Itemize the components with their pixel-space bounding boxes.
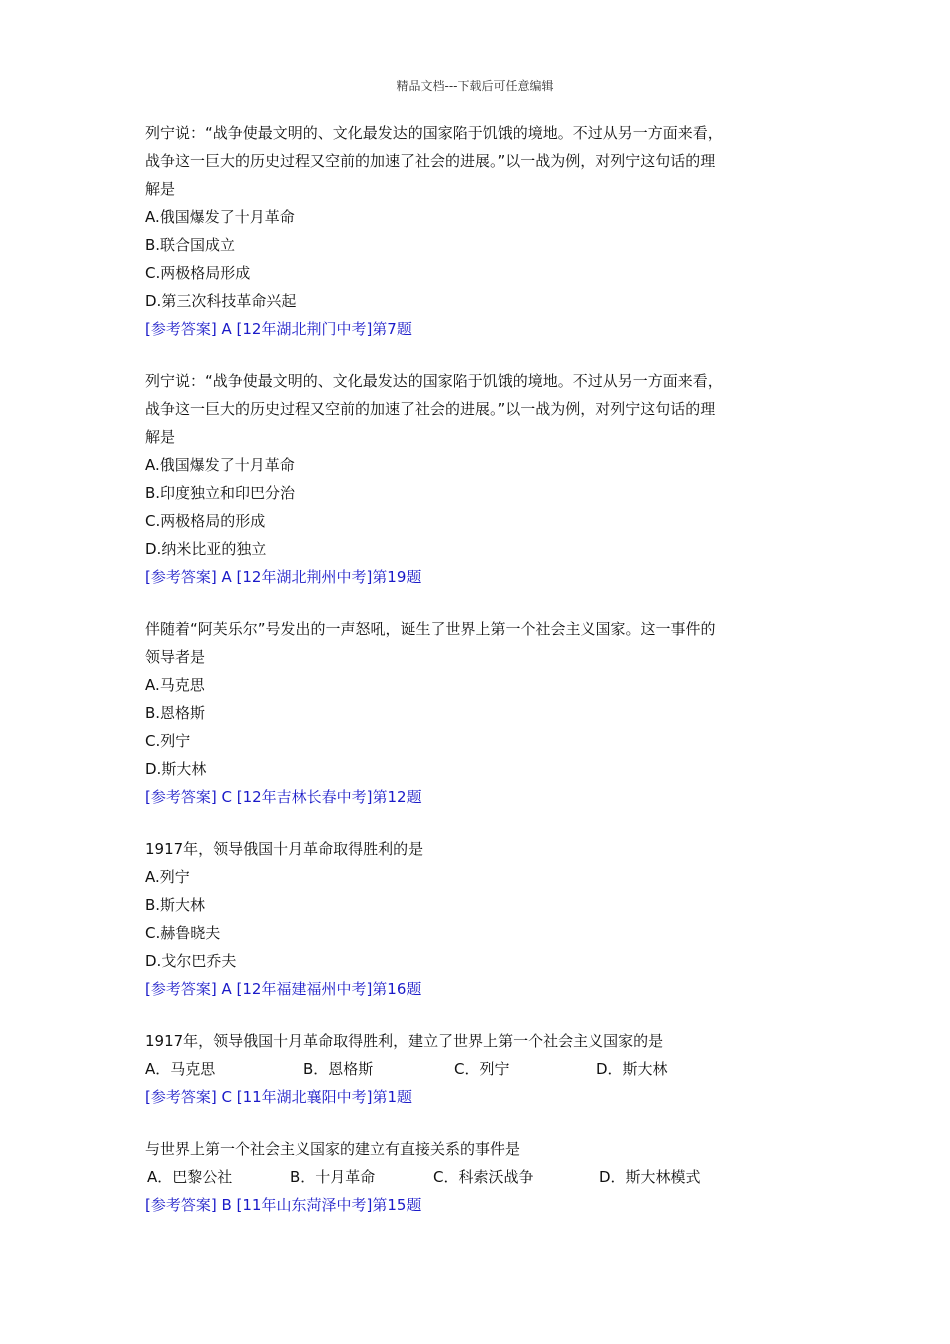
question-text: 列宁说：“战争使最文明的、文化最发达的国家陷于饥饿的境地。不过从另一方面来看， xyxy=(145,124,723,142)
option-a: A.俄国爆发了十月革命 xyxy=(145,456,295,474)
page-header: 精品文档---下载后可任意编辑 xyxy=(396,79,554,93)
option-b: B.印度独立和印巴分治 xyxy=(145,484,296,502)
option-a: A.马克思 xyxy=(145,676,205,694)
option-c: C．科索沃战争 xyxy=(433,1168,534,1186)
option-c: C.列宁 xyxy=(145,732,191,750)
reference-answer: [参考答案] A [12年湖北荆门中考]第7题 xyxy=(145,320,412,338)
question-3 xyxy=(145,615,815,811)
option-d: D.戈尔巴乔夫 xyxy=(145,952,237,970)
question-text: 1917年，领导俄国十月革命取得胜利，建立了世界上第一个社会主义国家的是 xyxy=(145,1032,664,1050)
question-4 xyxy=(145,835,815,1003)
question-2 xyxy=(145,367,815,591)
question-text: 与世界上第一个社会主义国家的建立有直接关系的事件是 xyxy=(145,1140,521,1158)
question-text: 伴随着“阿芙乐尔”号发出的一声怒吼，诞生了世界上第一个社会主义国家。这一事件的 xyxy=(145,620,716,638)
option-a: A.俄国爆发了十月革命 xyxy=(145,208,295,226)
option-b: B.恩格斯 xyxy=(145,704,206,722)
question-text: 战争这一巨大的历史过程又空前的加速了社会的进展。”以一战为例，对列宁这句话的理 xyxy=(145,152,716,170)
option-b: B．恩格斯 xyxy=(303,1060,374,1078)
question-list xyxy=(145,119,815,1243)
option-a: A.列宁 xyxy=(145,868,190,886)
question-1 xyxy=(145,119,815,343)
reference-answer: [参考答案] C [11年湖北襄阳中考]第1题 xyxy=(145,1088,413,1106)
option-d: D．斯大林 xyxy=(596,1060,668,1078)
options-row xyxy=(145,1163,815,1191)
question-text: 解是 xyxy=(145,428,176,446)
option-b: B.联合国成立 xyxy=(145,236,236,254)
option-a: A．巴黎公社 xyxy=(147,1168,233,1186)
option-d: D.斯大林 xyxy=(145,760,207,778)
option-c: C.两极格局的形成 xyxy=(145,512,266,530)
question-text: 解是 xyxy=(145,180,176,198)
question-6 xyxy=(145,1135,815,1219)
option-c: C.两极格局形成 xyxy=(145,264,251,282)
option-b: B．十月革命 xyxy=(290,1168,376,1186)
reference-answer: [参考答案] C [12年吉林长春中考]第12题 xyxy=(145,788,422,806)
question-text: 1917年，领导俄国十月革命取得胜利的是 xyxy=(145,840,424,858)
question-5 xyxy=(145,1027,815,1111)
option-d: D.第三次科技革命兴起 xyxy=(145,292,297,310)
option-a: A．马克思 xyxy=(145,1060,216,1078)
reference-answer: [参考答案] B [11年山东菏泽中考]第15题 xyxy=(145,1196,422,1214)
question-text: 领导者是 xyxy=(145,648,206,666)
option-d: D．斯大林模式 xyxy=(599,1168,701,1186)
options-row xyxy=(145,1055,815,1083)
reference-answer: [参考答案] A [12年湖北荆州中考]第19题 xyxy=(145,568,422,586)
option-c: C．列宁 xyxy=(454,1060,510,1078)
option-c: C.赫鲁晓夫 xyxy=(145,924,221,942)
question-text: 列宁说：“战争使最文明的、文化最发达的国家陷于饥饿的境地。不过从另一方面来看， xyxy=(145,372,723,390)
reference-answer: [参考答案] A [12年福建福州中考]第16题 xyxy=(145,980,422,998)
question-text: 战争这一巨大的历史过程又空前的加速了社会的进展。”以一战为例，对列宁这句话的理 xyxy=(145,400,716,418)
option-d: D.纳米比亚的独立 xyxy=(145,540,267,558)
option-b: B.斯大林 xyxy=(145,896,206,914)
